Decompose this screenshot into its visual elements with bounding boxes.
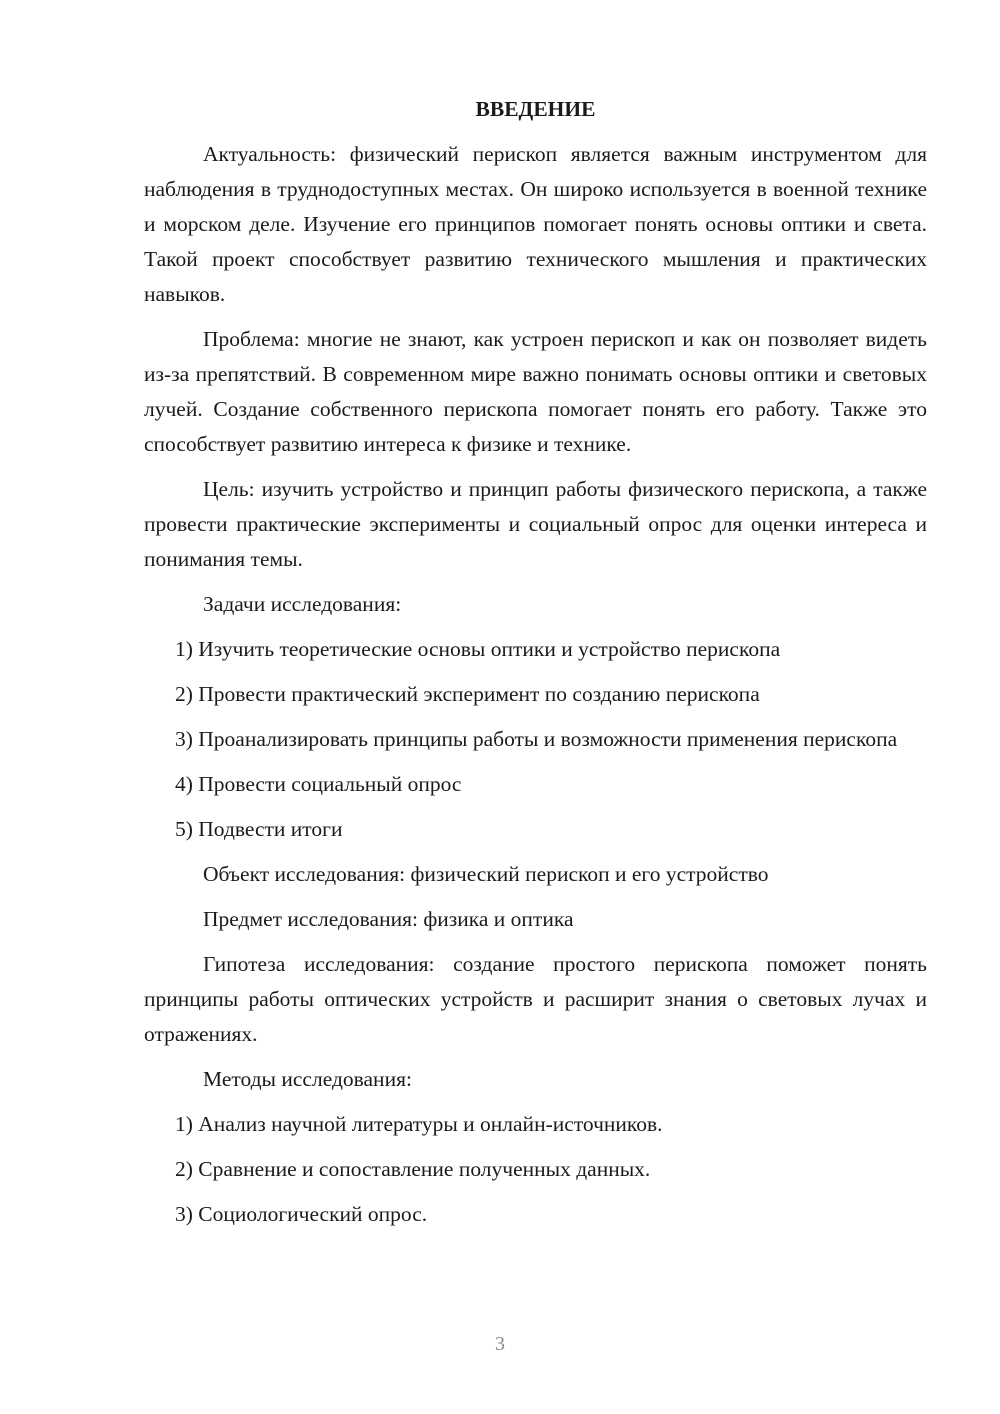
task-item: 1) Изучить теоретические основы оптики и устройство перископа: [175, 637, 781, 661]
paragraph-problem: Проблема: многие не знают, как устроен перископ и как он позволяет видеть из-за препятствий. В современном мире важно понимать основы оптики и световых лучей. Создание собственного перископа помогает понять его работу. Также это способствует развитию интереса к физике и технике.: [144, 327, 927, 456]
tasks-heading: Задачи исследования:: [203, 592, 402, 616]
paragraph-subject: Предмет исследования: физика и оптика: [203, 907, 574, 931]
method-item: 2) Сравнение и сопоставление полученных данных.: [175, 1157, 651, 1181]
task-item: 5) Подвести итоги: [175, 817, 343, 841]
section-title: ВВЕДЕНИЕ: [475, 97, 596, 121]
paragraph-object: Объект исследования: физический перископ и его устройство: [203, 862, 769, 886]
methods-heading: Методы исследования:: [203, 1067, 412, 1091]
paragraph-relevance: Актуальность: физический перископ является важным инструментом для наблюдения в труднодоступных местах. Он широко используется в военной технике и морском деле. Изучение его принципов помогает понять основы оптики и света. Такой проект способствует развитию технического мышления и практических навыков.: [144, 142, 927, 306]
task-item: 4) Провести социальный опрос: [175, 772, 462, 796]
task-item: 2) Провести практический эксперимент по созданию перископа: [175, 682, 760, 706]
task-item: 3) Проанализировать принципы работы и возможности применения перископа: [175, 727, 898, 751]
document-page: [144, 92, 927, 1242]
paragraph-hypothesis: Гипотеза исследования: создание простого перископа поможет понять принципы работы оптических устройств и расширит знания о световых лучах и отражениях.: [144, 952, 927, 1046]
method-item: 1) Анализ научной литературы и онлайн-источников.: [175, 1112, 663, 1136]
method-item: 3) Социологический опрос.: [175, 1202, 428, 1226]
page-number: 3: [495, 1333, 505, 1355]
paragraph-goal: Цель: изучить устройство и принцип работы физического перископа, а также провести практические эксперименты и социальный опрос для оценки интереса и понимания темы.: [144, 477, 927, 571]
